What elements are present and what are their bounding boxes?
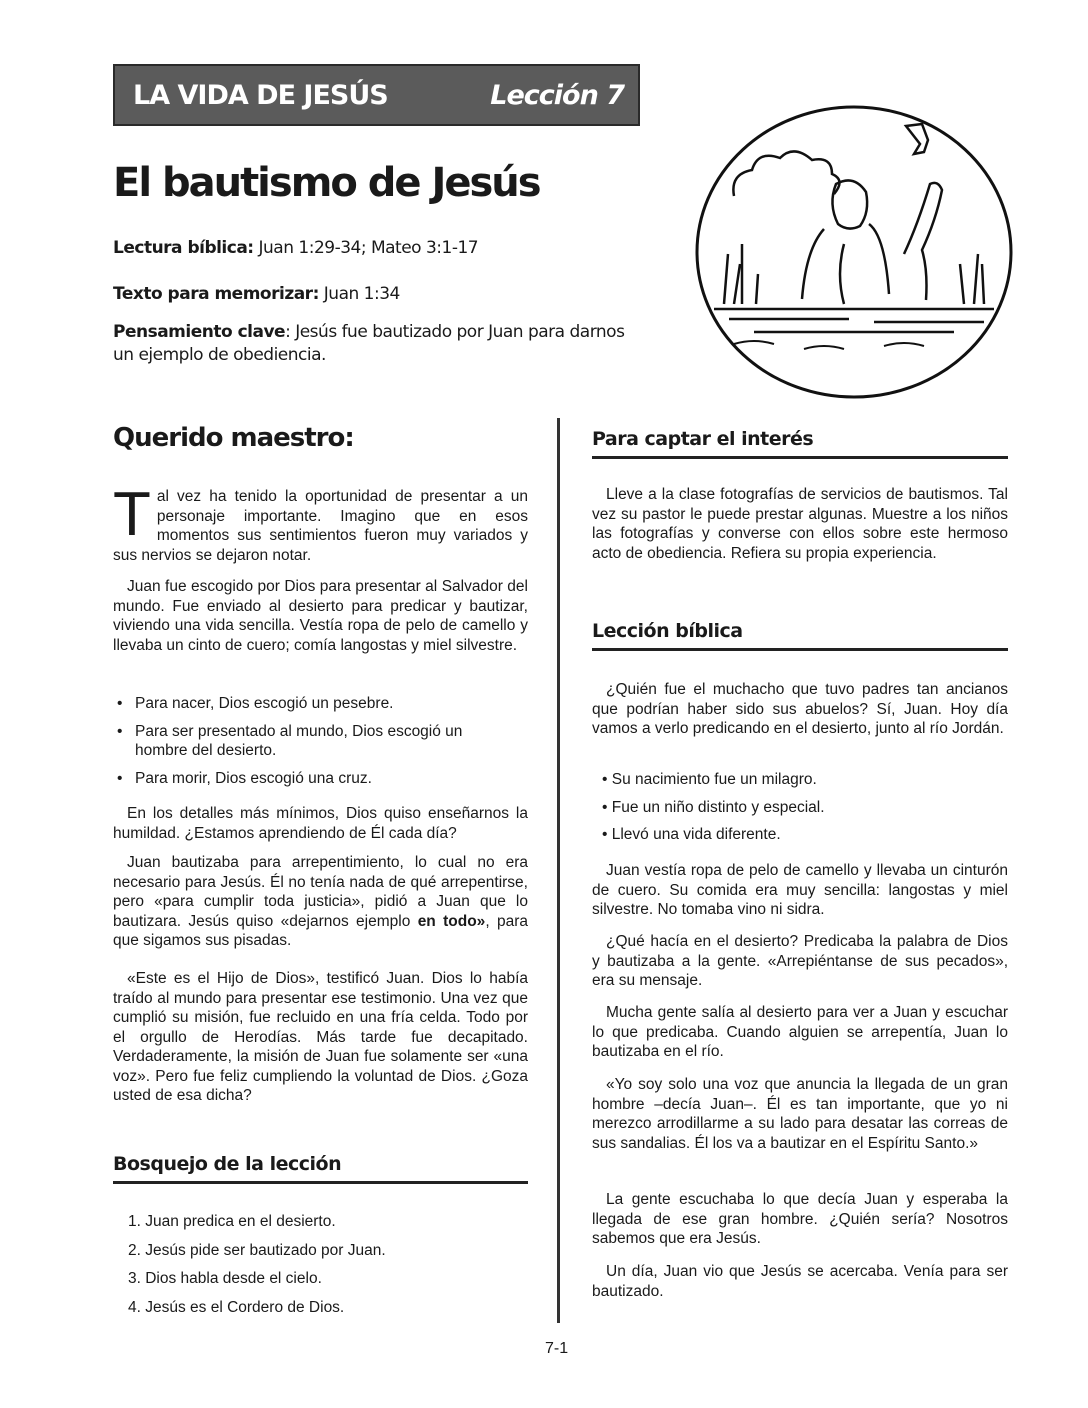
lesson-paragraph-6: Un día, Juan vio que Jesús se acercaba. Venía para ser bautizado. bbox=[592, 1263, 1008, 1300]
page-title: El bautismo de Jesús bbox=[113, 160, 540, 206]
list-item: 2. Jesús pide ser bautizado por Juan. bbox=[128, 1241, 386, 1259]
bible-lesson-heading: Lección bíblica bbox=[592, 620, 1008, 651]
lesson-paragraph-2: ¿Qué hacía en el desierto? Predicaba la palabra de Dios y bautizaba a la gente. «Arrepiéntanse de sus pecados», era su mensaje. bbox=[592, 933, 1008, 989]
outline-heading: Bosquejo de la lección bbox=[113, 1153, 528, 1184]
series-title: LA VIDA DE JESÚS bbox=[133, 79, 388, 111]
list-item: 1. Juan predica en el desierto. bbox=[128, 1213, 336, 1230]
memory-verse-value: Juan 1:34 bbox=[318, 284, 400, 304]
lesson-paragraph-5: La gente escuchaba lo que decía Juan y esperaba la llegada de ese gran hombre. ¿Quién sería? Nosotros sabemos que era Jesús. bbox=[592, 1191, 1008, 1247]
list-item: • Su nacimiento fue un milagro. bbox=[602, 771, 817, 788]
key-thought-label: Pensamiento clave bbox=[113, 322, 286, 342]
bullet-icon: • bbox=[117, 769, 123, 787]
lesson-number: Lección 7 bbox=[490, 79, 624, 111]
teacher-paragraph-2: En los detalles más mínimos, Dios quiso enseñarnos la humildad. ¿Estamos aprendiendo de Él cada día? bbox=[113, 805, 528, 842]
bible-reading bbox=[113, 238, 478, 258]
teacher-intro-text: al vez ha tenido la oportunidad de presentar a un personaje importante. Imagino que en esos momentos sus sentimientos fueron muy variados y sus nervios se dejaron notar. bbox=[113, 488, 528, 564]
teacher-paragraph-4: «Este es el Hijo de Dios», testificó Juan. Dios lo había traído al mundo para presentar ese testimonio. Una vez que cumplió su misión, fue recluido en una fría celda. Todo por el orgullo de Herodías. Más tarde fue decapitado. Verdaderamente, la misión de Juan fue solamente ser «una voz». Pero fue feliz cumpliendo la voluntad de Dios. ¿Goza usted de esa dicha? bbox=[113, 970, 528, 1104]
bullet-icon: • bbox=[117, 722, 123, 740]
teacher-paragraph-1: Juan fue escogido por Dios para presentar al Salvador del mundo. Fue enviado al desierto para predicar y bautizar, viviendo una vida sencilla. Vestía ropa de pelo de camello y llevaba un cinto de cuero; comía langostas y miel silvestre. bbox=[113, 578, 528, 654]
bold-emphasis: en todo» bbox=[417, 912, 486, 930]
lesson-bullet-list bbox=[602, 770, 1002, 853]
memory-verse-label: Texto para memorizar: bbox=[113, 284, 319, 304]
baptism-illustration bbox=[694, 104, 1014, 400]
bible-reading-label: Lectura bíblica: bbox=[113, 238, 254, 258]
bullet-icon: • bbox=[117, 695, 123, 712]
list-item: 4. Jesús es el Cordero de Dios. bbox=[128, 1298, 345, 1316]
teacher-bullet-list bbox=[113, 694, 513, 796]
teacher-paragraph-3: Juan bautizaba para arrepentimiento, lo cual no era necesario para Jesús. Él no tenía nada de qué arrepentirse, pero «para cumplir toda justicia», pidió a Juan que lo bautizara. Jesús quiso «dejarnos ejemplo en todo», para que sigamos sus pisadas. bbox=[113, 854, 528, 949]
key-thought bbox=[113, 321, 633, 367]
drop-cap: T bbox=[113, 480, 151, 549]
interest-heading: Para captar el interés bbox=[592, 428, 1008, 459]
teacher-heading: Querido maestro: bbox=[113, 423, 354, 453]
lesson-paragraph-3: Mucha gente salía al desierto para ver a Juan y escuchar lo que predicaba. Cuando alguien se arrepentía, Juan lo bautizaba en el río. bbox=[592, 1004, 1008, 1060]
outline-list bbox=[128, 1212, 518, 1326]
list-item: 3. Dios habla desde el cielo. bbox=[128, 1270, 322, 1287]
list-item: • Fue un niño distinto y especial. bbox=[602, 798, 825, 816]
memory-verse bbox=[113, 284, 400, 304]
bible-reading-value: Juan 1:29-34; Mateo 3:1-17 bbox=[253, 238, 479, 258]
interest-text: Lleve a la clase fotografías de servicios de bautismos. Tal vez su pastor le puede prestar algunas. Muestre a los niños las fotografías y converse con ellos sobre este hermoso acto de obediencia. Refiera su propia experiencia. bbox=[592, 486, 1008, 562]
list-item: • Para ser presentado al mundo, Dios escogió un hombre del desierto. bbox=[117, 722, 463, 759]
key-thought-value: : Jesús fue bautizado por Juan para darnos un ejemplo de obediencia. bbox=[113, 322, 625, 365]
list-item: • Para nacer, Dios escogió un pesebre. bbox=[117, 695, 394, 712]
list-item: • Para morir, Dios escogió una cruz. bbox=[117, 769, 372, 787]
lesson-paragraph-4: «Yo soy solo una voz que anuncia la llegada de un gran hombre –decía Juan–. Él es tan importante, que yo ni merezco arrodillarme a su lado para desatar las correas de sus sandalias. Él los va a bautizar en el Espíritu Santo.» bbox=[592, 1076, 1008, 1152]
list-item: • Llevó una vida diferente. bbox=[602, 826, 781, 843]
page-number: 7-1 bbox=[545, 1340, 569, 1357]
teacher-intro bbox=[113, 480, 528, 565]
lesson-paragraph-1: Juan vestía ropa de pelo de camello y llevaba un cinturón de cuero. Su comida era muy sencilla: langostas y miel silvestre. No tomaba vino ni sidra. bbox=[592, 862, 1008, 918]
lesson-question: ¿Quién fue el muchacho que tuvo padres tan ancianos que podrían haber sido sus abuelos? Sí, Juan. Hoy día vamos a verlo predicando en el desierto, junto al río Jordán. bbox=[592, 681, 1008, 737]
column-divider bbox=[557, 418, 560, 1323]
series-banner bbox=[113, 64, 640, 126]
